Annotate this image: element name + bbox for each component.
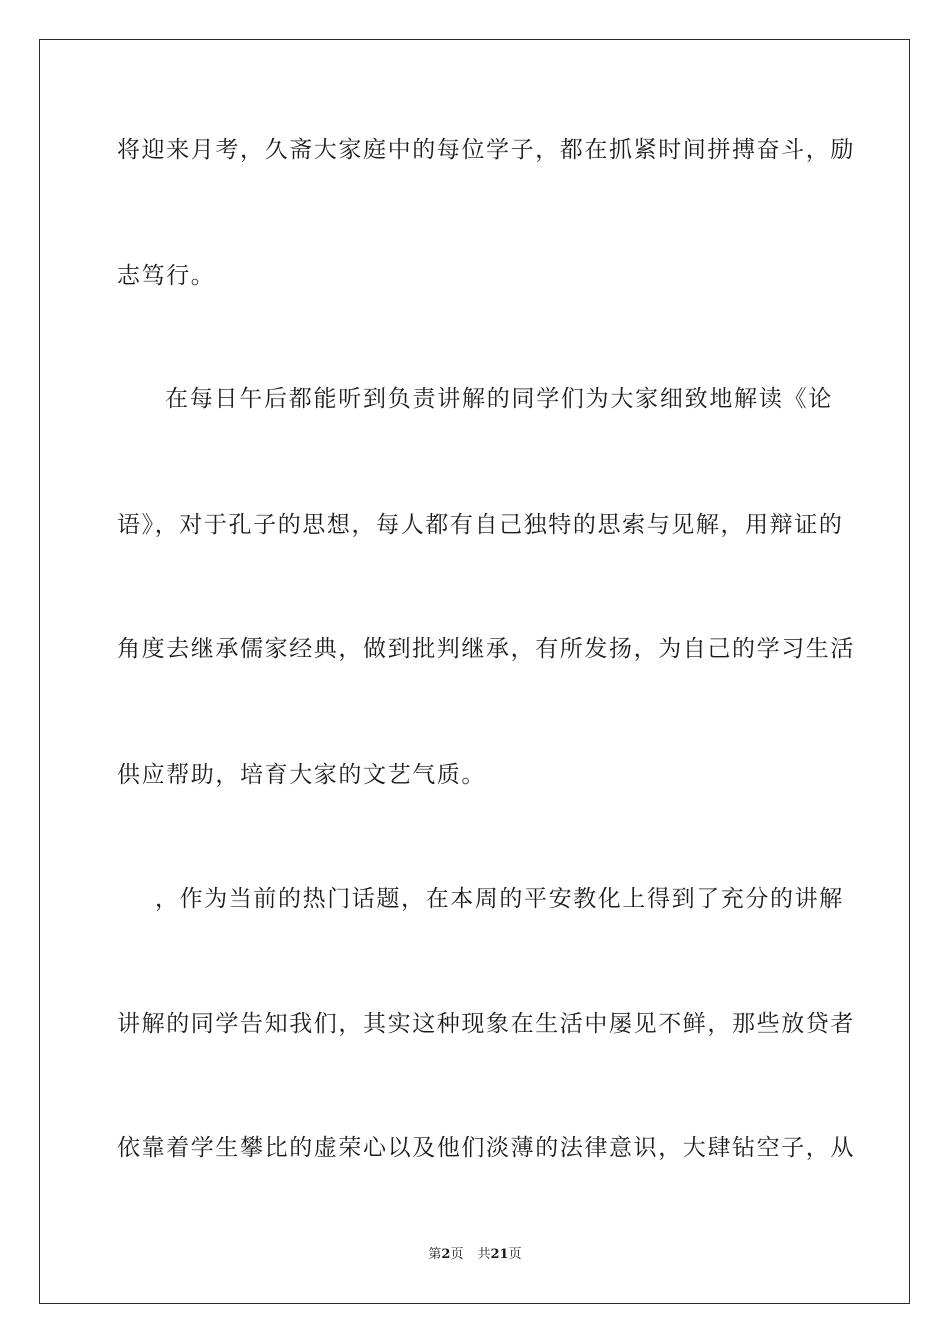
body-line-5: 角度去继承儒家经典，做到批判继承，有所发扬，为自己的学习生活 bbox=[117, 636, 855, 662]
page-footer bbox=[0, 1246, 950, 1264]
footer-page-number: 2 bbox=[441, 1247, 451, 1262]
footer-total-prefix: 共 bbox=[477, 1247, 491, 1262]
body-line-1: 将迎来月考，久斋大家庭中的每位学子，都在抓紧时间拼搏奋斗，励 bbox=[117, 137, 855, 163]
body-line-4: 语》，对于孔子的思想，每人都有自己独特的思索与见解，用辩证的 bbox=[117, 512, 844, 538]
body-line-3: 在每日午后都能听到负责讲解的同学们为大家细致地解读《论 bbox=[165, 386, 833, 412]
body-line-2: 志笃行。 bbox=[117, 263, 216, 289]
footer-total-suffix: 页 bbox=[508, 1247, 522, 1262]
footer-page-prefix: 第 bbox=[428, 1247, 442, 1262]
body-line-7: ，作为当前的热门话题，在本周的平安教化上得到了充分的讲解 bbox=[155, 886, 844, 912]
footer-total-number: 21 bbox=[490, 1247, 509, 1262]
page-border bbox=[39, 39, 910, 1304]
footer-page-suffix: 页 bbox=[450, 1247, 464, 1262]
body-line-9: 依靠着学生攀比的虚荣心以及他们淡薄的法律意识，大肆钻空子，从 bbox=[117, 1135, 855, 1161]
body-line-6: 供应帮助，培育大家的文艺气质。 bbox=[117, 762, 486, 788]
body-line-8: 讲解的同学告知我们，其实这种现象在生活中屡见不鲜，那些放贷者 bbox=[117, 1011, 855, 1037]
